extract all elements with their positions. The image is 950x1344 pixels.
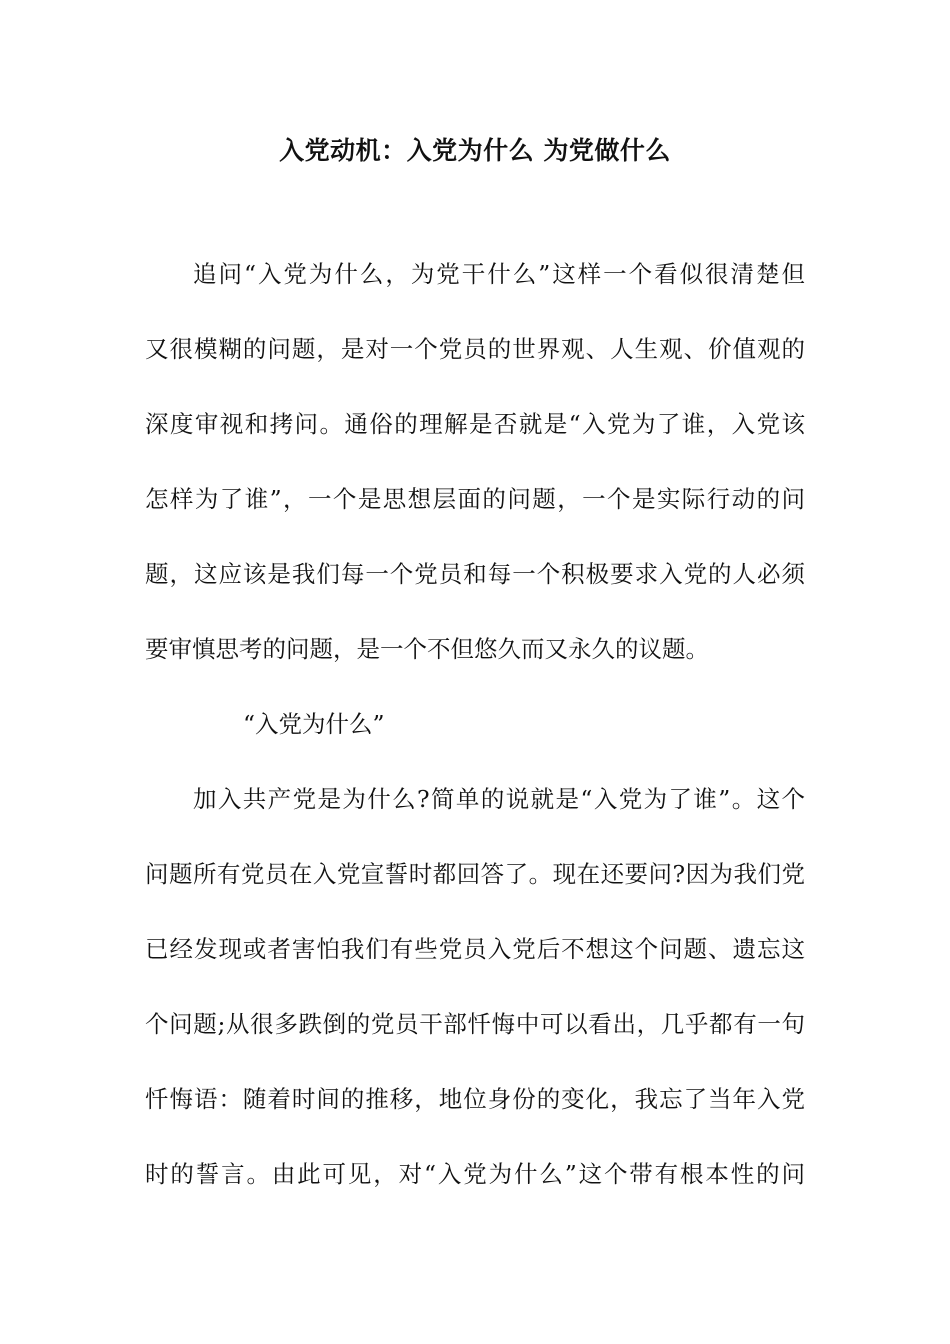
paragraph-line: 加入共产党是为什么?简单的说就是“入党为了谁”。这个 (193, 785, 805, 813)
section-subheading: “入党为什么” (243, 710, 385, 738)
paragraph-line: 怎样为了谁”，一个是思想层面的问题，一个是实际行动的问 (145, 485, 805, 513)
paragraph-line: 已经发现或者害怕我们有些党员入党后不想这个问题、遗忘这 (145, 935, 805, 963)
paragraph-line: 问题所有党员在入党宣誓时都回答了。现在还要问?因为我们党 (145, 860, 805, 888)
document-title: 入党动机：入党为什么 为党做什么 (279, 136, 671, 165)
paragraph-line: 又很模糊的问题，是对一个党员的世界观、人生观、价值观的 (145, 335, 805, 363)
paragraph-line: 深度审视和拷问。通俗的理解是否就是“入党为了谁，入党该 (145, 410, 805, 438)
paragraph-line: 题，这应该是我们每一个党员和每一个积极要求入党的人必须 (145, 560, 805, 588)
paragraph-line: 个问题;从很多跌倒的党员干部忏悔中可以看出，几乎都有一句 (145, 1010, 805, 1038)
paragraph-line: 忏悔语：随着时间的推移，地位身份的变化，我忘了当年入党 (145, 1085, 805, 1113)
paragraph-line: 时的誓言。由此可见，对“入党为什么”这个带有根本性的问 (145, 1160, 805, 1188)
paragraph-line: 追问“入党为什么，为党干什么”这样一个看似很清楚但 (193, 260, 805, 288)
paragraph-line: 要审慎思考的问题，是一个不但悠久而又永久的议题。 (145, 635, 709, 663)
